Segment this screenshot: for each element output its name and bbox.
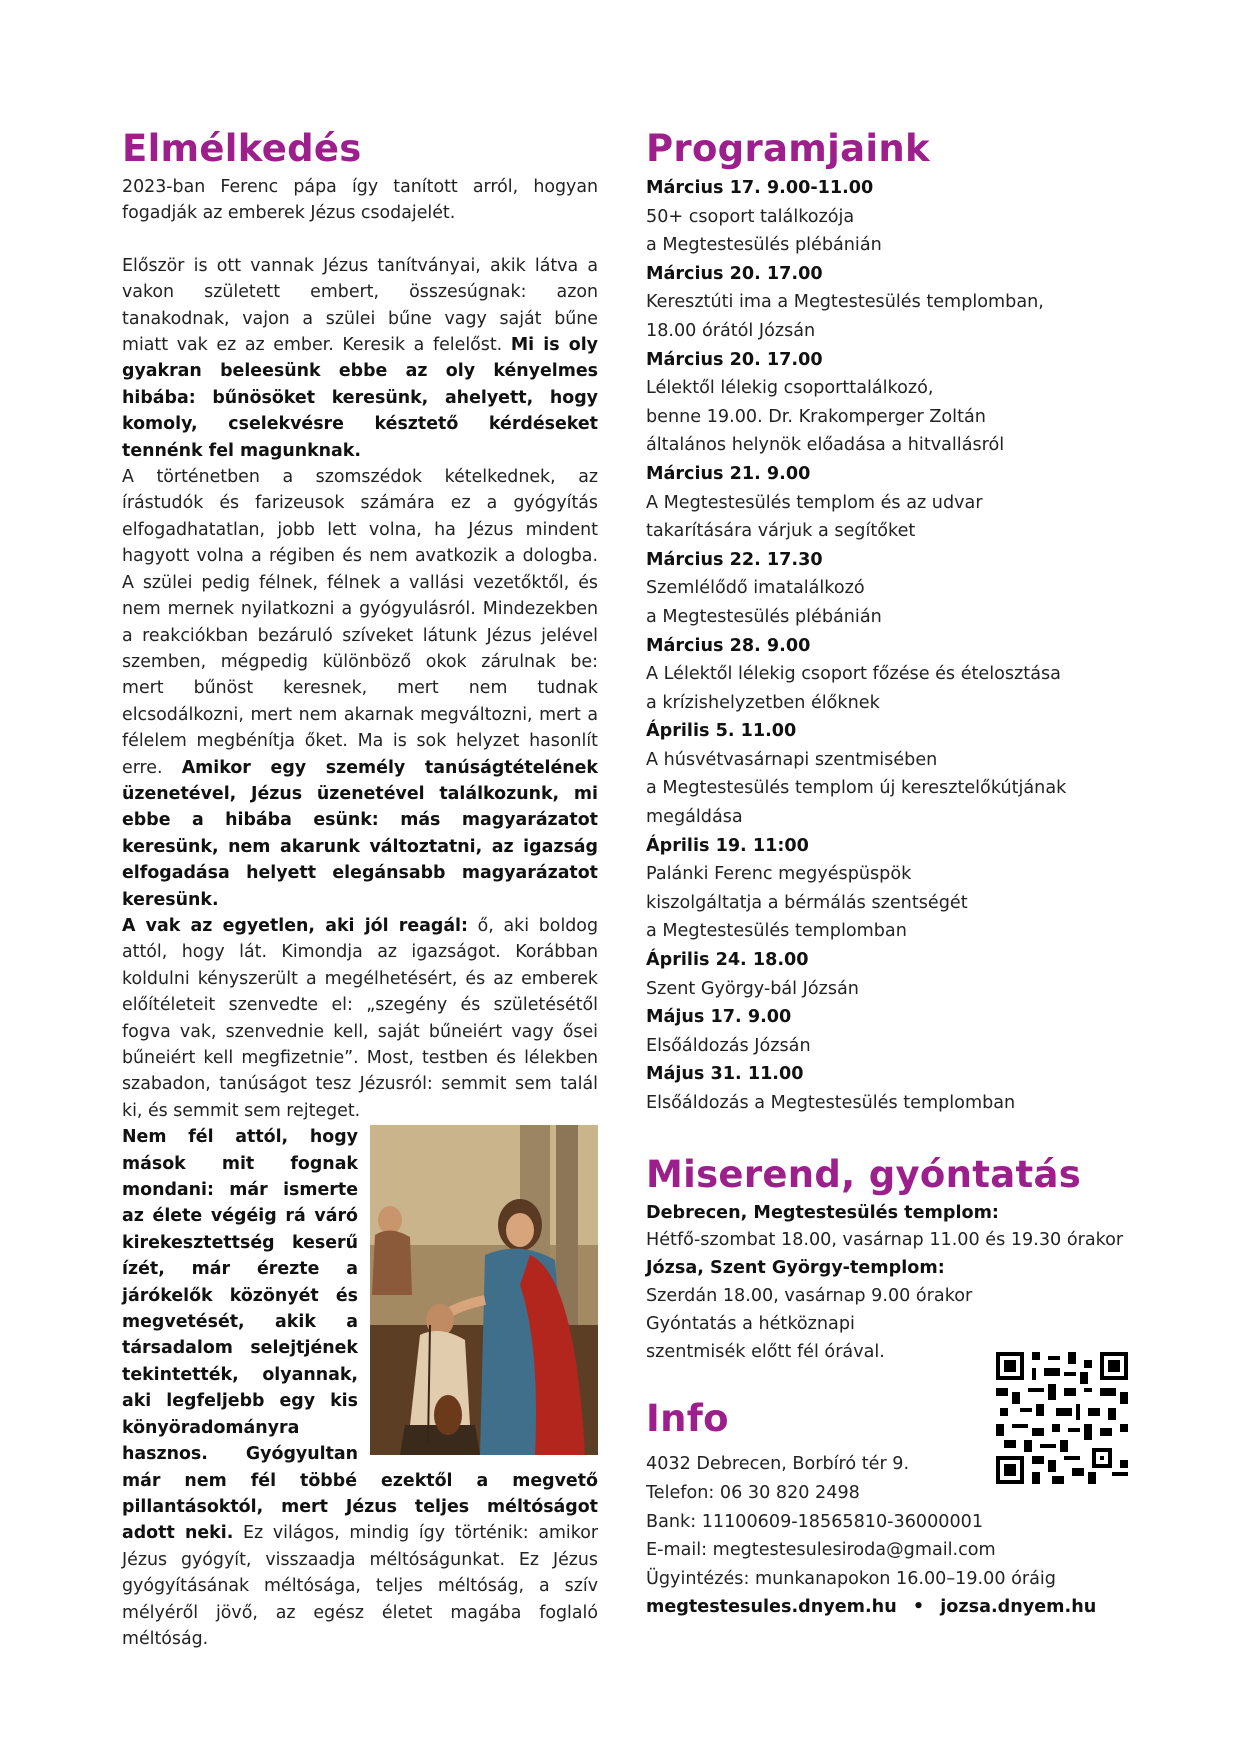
p3-text: ő, aki boldog attól, hogy lát. Kimondja az igazságot. Korábban koldulni kényszerült a megélhetésért, és az emberek előítéleteit szenvedte el: „szegény és születésétől fogva vak, szenvednie kell, saját bűneiért vagy ősei bűneiért kell megfizetnie”. Most, testben és lélekben szabadon, tanúságot tesz Jézusról: semmit sem talál ki, és semmit sem rejteget. <box>122 915 598 1121</box>
program-date: Március 22. 17.30 <box>646 549 823 570</box>
info-address: 4032 Debrecen, Borbíró tér 9. <box>646 1454 910 1475</box>
p1-text: Először is ott vannak Jézus tanítványai, akik látva a vakon született embert, összesúgnak: azon tanakodnak, vajon a szülei bűne vagy saját bűne miatt vak ez az ember. Keresik a felelőst. <box>122 255 598 356</box>
reflection-title: Elmélkedés <box>122 127 362 170</box>
program-date: Március 20. 17.00 <box>646 263 823 284</box>
program-description: a Megtestesülés plébánián <box>646 606 882 627</box>
mass-place-debrecen: Debrecen, Megtestesülés templom: <box>646 1202 999 1223</box>
program-date: Május 31. 11.00 <box>646 1064 804 1085</box>
reflection-column <box>122 124 598 1652</box>
program-description: 50+ csoport találkozója <box>646 206 855 227</box>
programs-list <box>646 174 1146 1118</box>
program-description: Lélektől lélekig csoporttalálkozó, <box>646 378 934 399</box>
program-date: Március 21. 9.00 <box>646 463 811 484</box>
p2-text: A történetben a szomszédok kételkednek, az írástudók és farizeusok számára ez a gyógyítás elfogadhatatlan, jobb lett volna, ha Jézus mindent hagyott volna a régiben és nem avatkozik a dologba. A szülei pedig félnek, félnek a vallási vezetőktől, és nem mernek nyilatkozni a gyógyulásról. Mindezekben a reakciókban bezáruló szíveket látunk Jézus jelével szemben, mégpedig különböző okok zárulnak be: mert bűnöst keresnek, mert nem tudnak elcsodálkozni, mert nem akarnak megváltozni, mert a félelem megbénítja őket. Ma is sok helyzet hasonlít erre. <box>122 467 598 778</box>
jesus-healing-painting <box>370 1125 598 1455</box>
info-bank: Bank: 11100609-18565810-36000001 <box>646 1511 984 1532</box>
link-jozsa[interactable]: jozsa.dnyem.hu <box>940 1597 1097 1618</box>
program-description: Szemlélődő imatalálkozó <box>646 578 865 599</box>
program-description: Elsőáldozás Józsán <box>646 1035 811 1056</box>
program-date: Március 28. 9.00 <box>646 635 811 656</box>
mass-title: Miserend, gyóntatás <box>646 1152 1082 1196</box>
program-description: Elsőáldozás a Megtestesülés templomban <box>646 1093 1016 1113</box>
p1-emphasis: Mi is oly gyakran beleesünk ebbe az oly kényelmes hibába: bűnösöket keresünk, ahelyett, hogy komoly, cselekvésre késztető kérdéseket tennénk fel magunknak. <box>122 335 599 461</box>
mass-place-jozsa: Józsa, Szent György-templom: <box>646 1258 945 1279</box>
reflection-paragraph-1 <box>122 253 598 464</box>
p4-text: Ez világos, mindig így történik: amikor Jézus gyógyít, visszaadja méltóságunkat. Ez Jézus gyógyításának méltósága, teljes méltóság, a szív mélyéről jövő, az egész életet magába foglaló méltóság. <box>122 1523 598 1649</box>
confession-line-1: Gyóntatás a hétköznapi <box>646 1313 855 1334</box>
program-date: Április 24. 18.00 <box>646 950 809 971</box>
info-email: E-mail: megtestesulesiroda@gmail.com <box>646 1540 996 1561</box>
program-description: takarítására várjuk a segítőket <box>646 521 916 542</box>
p4-emphasis: Nem fél attól, hogy mások mit fognak mondani: már ismerte az élete végéig rá váró kirekesztettség keserű ízét, már érezte a járókelők közönyét és megvetését, akik a társadalom selejtjének tekintették, olyannak, aki legfeljebb egy kis könyöradományra hasznos. Gyógyultan már nem fél többé ezektől a megvető pillantásoktól, mert Jézus teljes méltóságot adott neki. <box>122 1127 598 1544</box>
program-description: A Megtestesülés templom és az udvar <box>646 492 983 513</box>
qr-code[interactable] <box>996 1352 1128 1484</box>
programs-title: Programjaink <box>646 127 930 170</box>
reflection-paragraph-3 <box>122 913 598 1124</box>
program-date: Május 17. 9.00 <box>646 1007 792 1028</box>
reflection-paragraph-4 <box>122 1124 598 1652</box>
program-date: Március 17. 9.00-11.00 <box>646 178 874 198</box>
info-title: Info <box>646 1397 729 1441</box>
program-description: a krízishelyzetben élőknek <box>646 692 880 713</box>
program-description: Palánki Ferenc megyéspüspök <box>646 864 912 885</box>
program-description: a Megtestesülés templom új keresztelőkútjának <box>646 778 1067 799</box>
p2-emphasis: Amikor egy személy tanúságtételének üzenetével, Jézus üzenetével találkozunk, mi ebbe a hibába esünk: más magyarázatot keresünk, nem akarunk változtatni, az igazság elfogadása helyett elegánsabb magyarázatot keresünk. <box>122 757 598 910</box>
mass-schedule <box>646 1200 1146 1367</box>
painting-illustration <box>370 1125 598 1455</box>
program-description: Szent György-bál Józsán <box>646 978 859 999</box>
confession-line-2: szentmisék előtt fél órával. <box>646 1341 885 1362</box>
program-description: A Lélektől lélekig csoport főzése és ételosztása <box>646 664 1061 685</box>
link-megtestesules[interactable]: megtestesules.dnyem.hu <box>646 1597 897 1618</box>
reflection-intro: 2023-ban Ferenc pápa így tanított arról, hogyan fogadják az emberek Jézus csodajelét. <box>122 177 598 224</box>
p3-emphasis: A vak az egyetlen, aki jól reagál: <box>122 915 468 936</box>
link-separator: • <box>912 1597 925 1618</box>
mass-times-jozsa: Szerdán 18.00, vasárnap 9.00 órakor <box>646 1285 973 1306</box>
info-links <box>646 1593 1146 1622</box>
program-description: 18.00 órától Józsán <box>646 320 816 341</box>
program-description: általános helynök előadása a hitvallásról <box>646 435 1005 456</box>
info-phone: Telefon: 06 30 820 2498 <box>646 1482 860 1503</box>
program-date: Április 19. 11:00 <box>646 835 809 856</box>
program-date: Április 5. 11.00 <box>646 721 797 742</box>
program-description: a Megtestesülés plébánián <box>646 235 882 256</box>
info-office-hours: Ügyintézés: munkanapokon 16.00–19.00 óráig <box>646 1568 1056 1589</box>
reflection-body <box>122 174 598 1652</box>
mass-times-debrecen: Hétfő-szombat 18.00, vasárnap 11.00 és 19.30 órakor <box>646 1230 1124 1251</box>
program-description: A húsvétvasárnapi szentmisében <box>646 749 938 770</box>
program-description: Keresztúti ima a Megtestesülés templomban, <box>646 292 1044 313</box>
program-description: megáldása <box>646 807 743 828</box>
program-date: Március 20. 17.00 <box>646 349 823 370</box>
program-description: benne 19.00. Dr. Krakomperger Zoltán <box>646 406 986 427</box>
program-description: a Megtestesülés templomban <box>646 921 907 942</box>
program-description: kiszolgáltatja a bérmálás szentségét <box>646 892 968 913</box>
reflection-paragraph-2 <box>122 464 598 913</box>
